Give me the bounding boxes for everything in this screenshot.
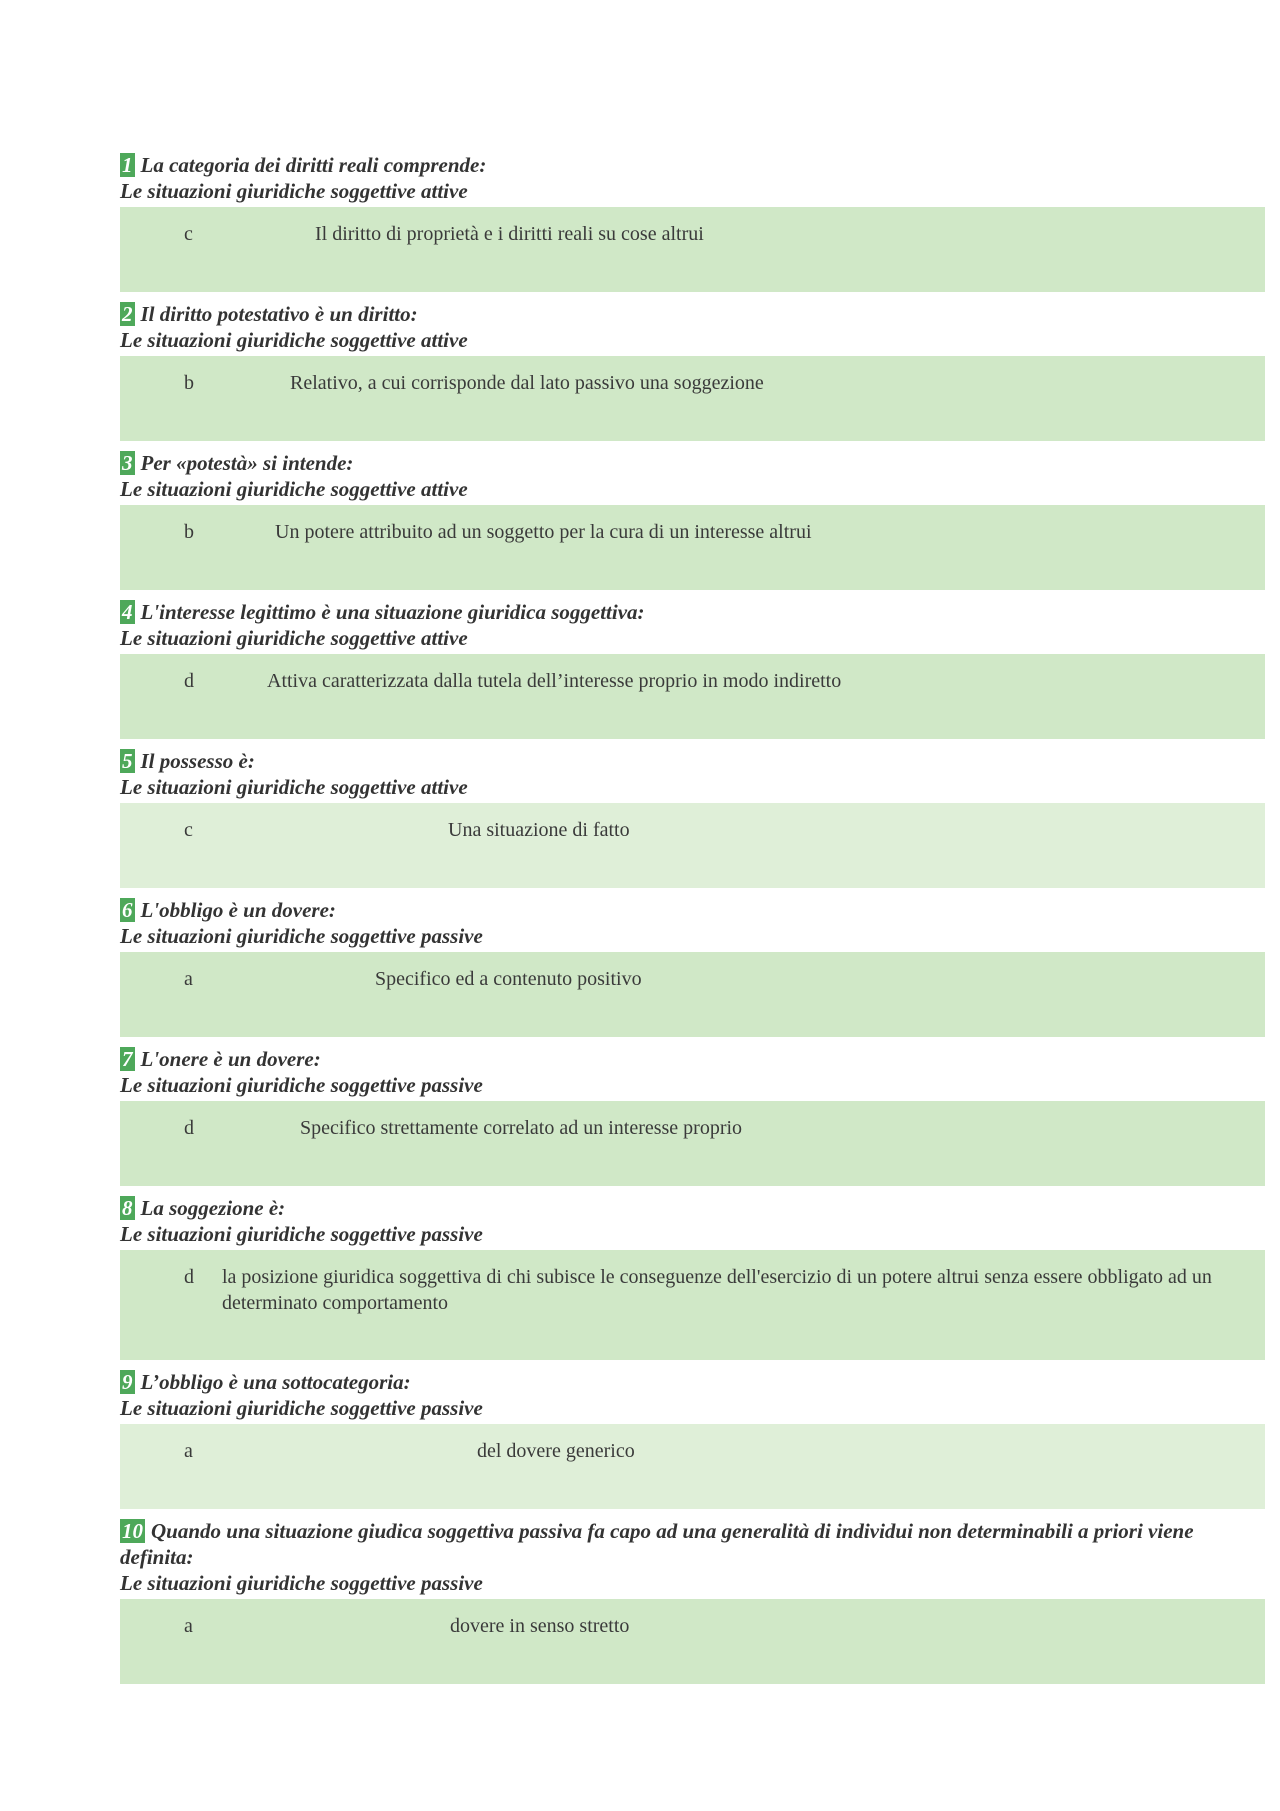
answer-text: Attiva caratterizzata dalla tutela dell’interesse proprio in modo indiretto [267, 670, 842, 692]
question-number: 6 [122, 898, 133, 922]
question-number: 1 [122, 153, 133, 177]
question-block [120, 897, 1265, 1037]
question-category: Le situazioni giuridiche soggettive attive [120, 477, 468, 501]
question-block [120, 1369, 1265, 1509]
question-category: Le situazioni giuridiche soggettive passive [120, 924, 483, 948]
answer-box [120, 654, 1265, 739]
answer-letter: d [184, 1117, 194, 1139]
question-number: 10 [122, 1519, 143, 1543]
answer-box [120, 1101, 1265, 1186]
question-category: Le situazioni giuridiche soggettive passive [120, 1073, 483, 1097]
quiz-document [120, 152, 1265, 1693]
question-text: Per «potestà» si intende: [140, 451, 354, 475]
answer-box [120, 952, 1265, 1037]
answer-letter: b [184, 372, 194, 394]
question-title [120, 599, 1265, 625]
question-number: 5 [122, 749, 133, 773]
answer-text: Specifico ed a contenuto positivo [375, 968, 642, 990]
answer-text: Un potere attribuito ad un soggetto per la cura di un interesse altrui [275, 521, 812, 543]
question-title [120, 1046, 1265, 1072]
answer-box [120, 803, 1265, 888]
question-number: 3 [122, 451, 133, 475]
question-title [120, 301, 1265, 327]
answer-letter: a [184, 1615, 193, 1637]
question-text: L'onere è un dovere: [140, 1047, 321, 1071]
question-category: Le situazioni giuridiche soggettive passive [120, 1222, 483, 1246]
answer-text: del dovere generico [477, 1440, 635, 1462]
answer-box [120, 1424, 1265, 1509]
answer-letter: c [184, 819, 193, 841]
question-block [120, 152, 1265, 292]
question-category: Le situazioni giuridiche soggettive attive [120, 775, 468, 799]
question-text: Il possesso è: [140, 749, 255, 773]
answer-box [120, 1599, 1265, 1684]
question-text: Il diritto potestativo è un diritto: [140, 302, 418, 326]
answer-letter: a [184, 1440, 193, 1462]
question-title [120, 152, 1265, 178]
answer-text: Specifico strettamente correlato ad un interesse proprio [300, 1117, 743, 1139]
answer-box [120, 207, 1265, 292]
answer-text: dovere in senso stretto [450, 1615, 630, 1637]
question-text: La categoria dei diritti reali comprende: [140, 153, 487, 177]
answer-box [120, 1250, 1265, 1360]
question-title [120, 897, 1265, 923]
question-text: L’obbligo è una sottocategoria: [140, 1370, 411, 1394]
answer-letter: d [184, 1266, 194, 1288]
question-number: 4 [122, 600, 133, 624]
question-category: Le situazioni giuridiche soggettive attive [120, 328, 468, 352]
question-number: 2 [122, 302, 133, 326]
question-title [120, 748, 1265, 774]
question-category: Le situazioni giuridiche soggettive attive [120, 179, 468, 203]
question-text: L'obbligo è un dovere: [140, 898, 336, 922]
question-block [120, 599, 1265, 739]
answer-letter: c [184, 223, 193, 245]
answer-text: Il diritto di proprietà e i diritti reali su cose altrui [315, 223, 704, 245]
answer-letter: b [184, 521, 194, 543]
question-category: Le situazioni giuridiche soggettive attive [120, 626, 468, 650]
question-title [120, 1518, 1265, 1570]
question-category: Le situazioni giuridiche soggettive passive [120, 1571, 483, 1595]
question-text: L'interesse legittimo è una situazione giuridica soggettiva: [140, 600, 645, 624]
question-text: Quando una situazione giudica soggettiva passiva fa capo ad una generalità di individui non determinabili a priori viene definita: [120, 1519, 1194, 1569]
question-title [120, 1369, 1265, 1395]
answer-text: Una situazione di fatto [448, 819, 630, 841]
question-title [120, 1195, 1265, 1221]
question-number: 8 [122, 1196, 133, 1220]
question-block [120, 1518, 1265, 1684]
answer-box [120, 505, 1265, 590]
answer-letter: a [184, 968, 193, 990]
question-number: 9 [122, 1370, 133, 1394]
question-text: La soggezione è: [140, 1196, 286, 1220]
question-number: 7 [122, 1047, 133, 1071]
question-block [120, 450, 1265, 590]
answer-text: la posizione giuridica soggettiva di chi subisce le conseguenze dell'esercizio di un potere altrui senza essere obbligato ad un determinato comportamento [222, 1266, 1212, 1314]
answer-text: Relativo, a cui corrisponde dal lato passivo una soggezione [290, 372, 764, 394]
question-block [120, 1195, 1265, 1360]
question-block [120, 301, 1265, 441]
question-block [120, 748, 1265, 888]
answer-box [120, 356, 1265, 441]
answer-letter: d [184, 670, 194, 692]
question-category: Le situazioni giuridiche soggettive passive [120, 1396, 483, 1420]
question-block [120, 1046, 1265, 1186]
question-title [120, 450, 1265, 476]
